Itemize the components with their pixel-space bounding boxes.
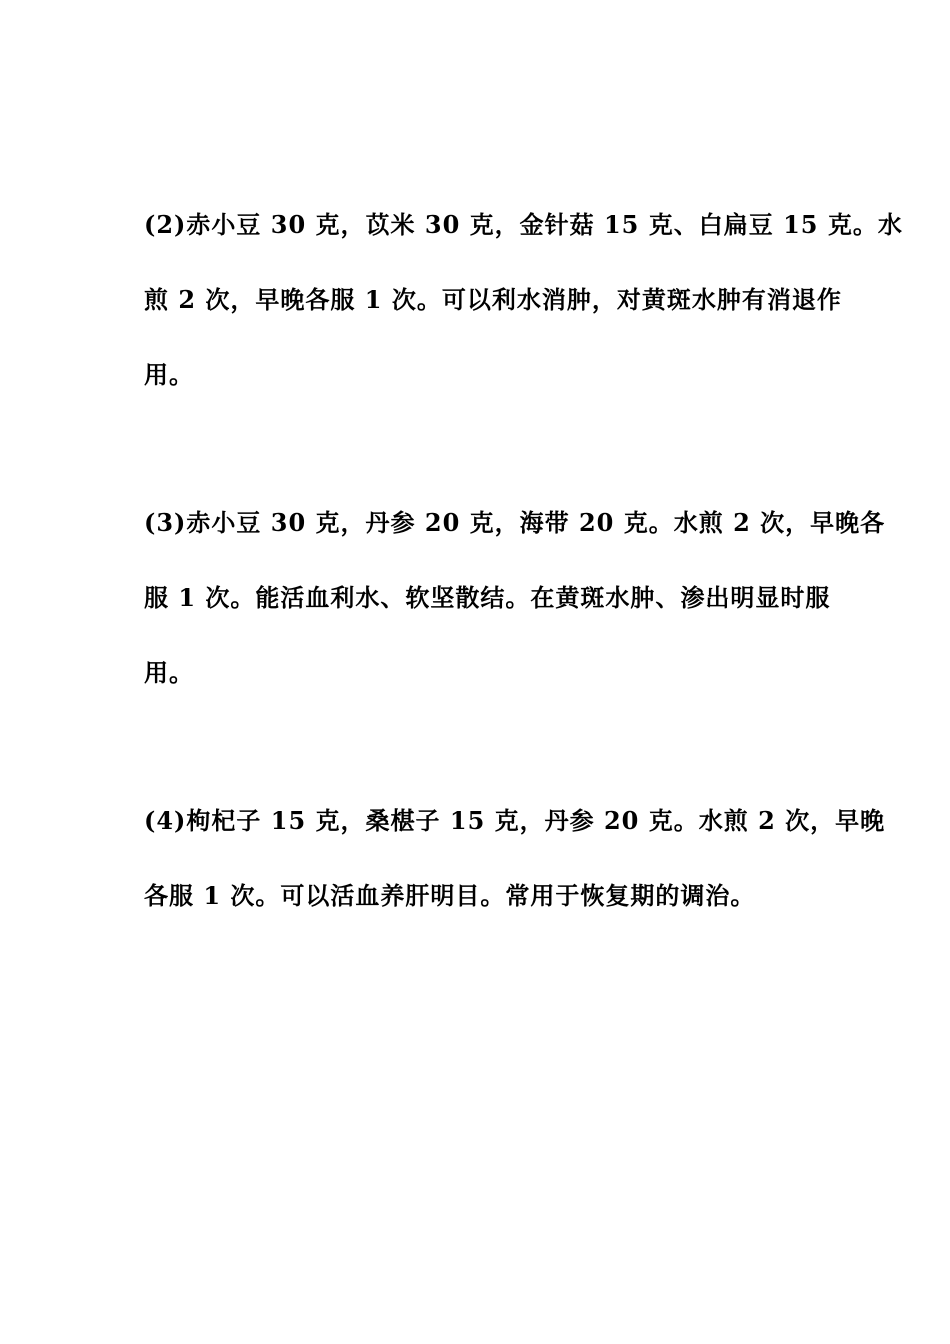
paragraph-line: 各服 1 次。可以活血养肝明目。常用于恢复期的调治。 bbox=[144, 881, 756, 910]
paragraph-line: 用。 bbox=[144, 658, 194, 687]
paragraph-line: (3)赤小豆 30 克，丹参 20 克，海带 20 克。水煎 2 次，早晚各 bbox=[144, 508, 886, 537]
paragraph-line: 煎 2 次，早晚各服 1 次。可以利水消肿，对黄斑水肿有消退作 bbox=[144, 285, 842, 314]
paragraph-line: 用。 bbox=[144, 360, 194, 389]
paragraph-line: (2)赤小豆 30 克，苡米 30 克，金针菇 15 克、白扁豆 15 克。水 bbox=[144, 210, 903, 239]
paragraph-line: 服 1 次。能活血利水、软坚散结。在黄斑水肿、渗出明显时服 bbox=[144, 583, 831, 612]
paragraph-line: (4)枸杞子 15 克，桑椹子 15 克，丹参 20 克。水煎 2 次，早晚 bbox=[144, 806, 886, 835]
